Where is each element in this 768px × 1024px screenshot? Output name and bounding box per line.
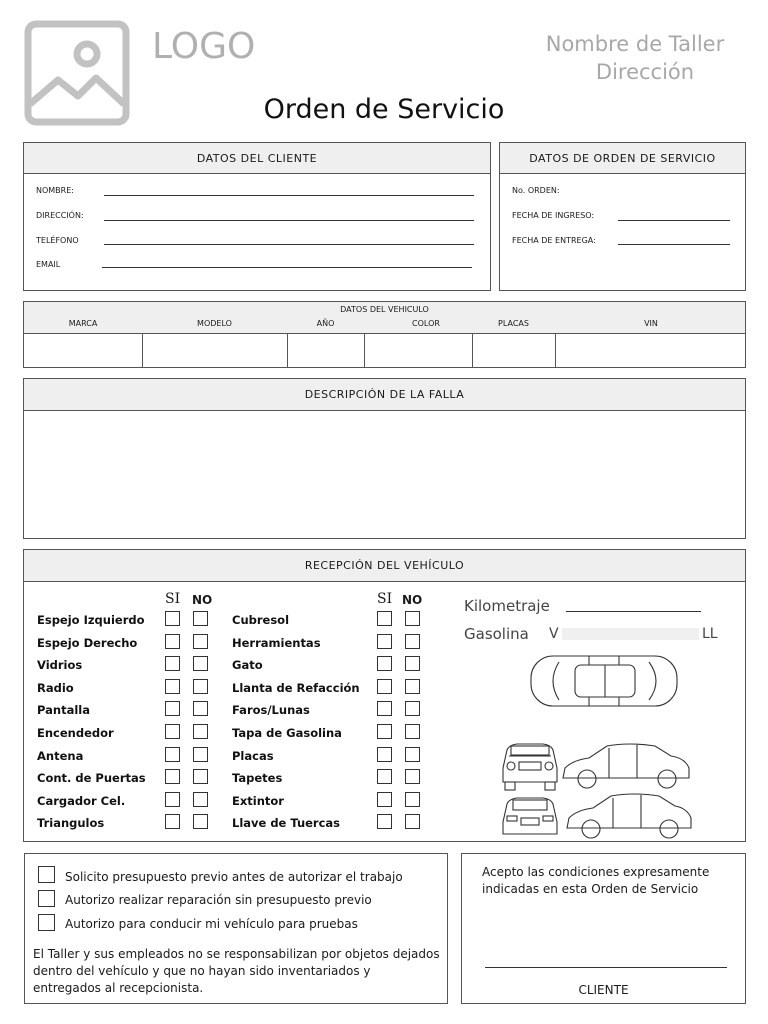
fault-description-header: DESCRIPCIÓN DE LA FALLA [24,379,745,411]
signature-label: CLIENTE [578,983,629,997]
checklist-si-checkbox-left-9[interactable] [165,792,180,807]
checklist-si-checkbox-right-10[interactable] [377,814,392,829]
car-diagram[interactable] [489,650,709,840]
checklist-label-left-7: Antena [37,748,84,763]
name-field[interactable] [104,195,474,196]
email-label: EMAIL [36,260,61,269]
checklist-no-checkbox-left-10[interactable] [193,814,208,829]
checklist-no-checkbox-right-6[interactable] [405,724,420,739]
checklist-si-checkbox-left-4[interactable] [165,679,180,694]
checklist-no-checkbox-right-1[interactable] [405,611,420,626]
checklist-label-left-1: Espejo Izquierdo [37,613,145,627]
col-marca: MARCA [68,319,98,328]
name-label: NOMBRE: [36,186,74,195]
no-header-right: NO [402,593,423,607]
authorization-text-3: Autorizo para conducir mi vehículo para pruebas [65,917,358,931]
checklist-si-checkbox-left-3[interactable] [165,656,180,671]
checklist-label-right-10: Llave de Tuercas [232,816,341,831]
checklist-no-checkbox-right-9[interactable] [405,792,420,807]
checklist-no-checkbox-right-5[interactable] [405,701,420,716]
checklist-label-right-7: Placas [232,748,274,763]
col-vin: VIN [644,319,658,328]
order-data-section [499,142,746,291]
vehicle-data-row[interactable] [24,333,745,367]
checklist-label-right-4: Llanta de Refacción [232,680,360,695]
checklist-no-checkbox-left-8[interactable] [193,769,208,784]
shop-name: Nombre de Taller [545,32,725,56]
checklist-no-checkbox-left-1[interactable] [193,611,208,626]
client-data-header: DATOS DEL CLIENTE [24,143,490,174]
address-label: DIRECCIÓN: [36,211,84,220]
checklist-label-left-2: Espejo Derecho [37,635,138,650]
checklist-label-left-6: Encendedor [37,726,114,740]
checklist-no-checkbox-left-7[interactable] [193,747,208,762]
phone-field[interactable] [104,244,474,245]
checklist-si-checkbox-right-7[interactable] [377,747,392,762]
acceptance-text: Acepto las condiciones expresamente indicadas en esta Orden de Servicio [482,865,710,896]
checklist-si-checkbox-left-1[interactable] [165,611,180,626]
fault-description-area[interactable] [24,411,745,538]
checklist-si-checkbox-right-5[interactable] [377,701,392,716]
vehicle-data-section [23,301,746,368]
checklist-label-right-8: Tapetes [232,771,283,786]
checklist-si-checkbox-right-8[interactable] [377,769,392,784]
checklist-label-left-4: Radio [37,680,74,695]
checklist-no-checkbox-right-3[interactable] [405,656,420,671]
signature-line[interactable] [485,967,727,968]
checklist-si-checkbox-left-7[interactable] [165,747,180,762]
fuel-empty-label: V [549,626,559,642]
checklist-no-checkbox-left-3[interactable] [193,656,208,671]
col-color: COLOR [412,319,440,328]
checklist-label-right-2: Herramientas [232,635,321,650]
checklist-si-checkbox-left-5[interactable] [165,701,180,716]
checklist-label-left-3: Vidrios [37,658,83,673]
vehicle-reception-section [23,549,746,842]
fuel-full-label: LL [702,626,718,642]
checklist-no-checkbox-right-8[interactable] [405,769,420,784]
checklist-label-right-1: Cubresol [232,613,290,627]
col-placas: PLACAS [498,319,529,328]
phone-label: TELÉFONO [36,236,79,245]
reception-checklist [24,550,444,843]
authorization-text-1: Solicito presupuesto previo antes de autorizar el trabajo [65,870,403,884]
authorization-checkbox-1[interactable] [38,866,55,883]
delivery-date-field[interactable] [618,244,730,245]
vehicle-data-title: DATOS DEL VEHICULO [340,305,429,314]
email-field[interactable] [102,267,472,268]
checklist-si-checkbox-right-1[interactable] [377,611,392,626]
checklist-no-checkbox-right-7[interactable] [405,747,420,762]
authorizations-section [24,853,448,1004]
vehicle-reception-header: RECEPCIÓN DEL VEHÍCULO [24,550,745,582]
checklist-si-checkbox-left-8[interactable] [165,769,180,784]
delivery-date-label: FECHA DE ENTREGA: [512,236,596,245]
fuel-gauge-bar[interactable] [562,628,699,640]
checklist-no-checkbox-right-10[interactable] [405,814,420,829]
order-data-header: DATOS DE ORDEN DE SERVICIO [500,143,745,174]
col-anio: AÑO [316,319,335,328]
checklist-no-checkbox-left-9[interactable] [193,792,208,807]
checklist-label-right-5: Faros/Lunas [232,703,310,718]
logo-placeholder-icon [24,20,130,126]
mileage-label: Kilometraje [464,597,550,615]
checklist-label-left-10: Triangulos [37,816,105,831]
checklist-no-checkbox-left-2[interactable] [193,634,208,649]
checklist-si-checkbox-right-3[interactable] [377,656,392,671]
checklist-label-left-5: Pantalla [37,703,90,718]
entry-date-field[interactable] [618,220,730,221]
mileage-field[interactable] [566,611,701,612]
signature-section [461,853,746,1004]
disclaimer-text: El Taller y sus empleados no se responsabilizan por objetos dejados dentro del vehículo y que no hayan sido inventariados y entregados al recepcionista. [33,947,440,995]
checklist-no-checkbox-left-5[interactable] [193,701,208,716]
checklist-label-left-8: Cont. de Puertas [37,771,146,786]
authorization-text-2: Autorizo realizar reparación sin presupuesto previo [65,893,372,907]
checklist-label-left-9: Cargador Cel. [37,793,126,808]
entry-date-label: FECHA DE INGRESO: [512,211,595,220]
page-title: Orden de Servicio [263,94,505,125]
fault-description-section [23,378,746,539]
checklist-label-right-9: Extintor [232,793,284,808]
client-data-section [23,142,491,291]
checklist-si-checkbox-left-2[interactable] [165,634,180,649]
logo-text: LOGO [152,26,256,67]
shop-address: Dirección [595,60,695,84]
checklist-si-checkbox-left-10[interactable] [165,814,180,829]
checklist-no-checkbox-left-6[interactable] [193,724,208,739]
checklist-label-right-6: Tapa de Gasolina [232,726,342,740]
checklist-si-checkbox-right-4[interactable] [377,679,392,694]
fuel-label: Gasolina [464,625,529,643]
authorization-checkbox-3[interactable] [38,914,55,931]
no-header-left: NO [192,593,213,607]
si-header-left: SI [165,591,181,607]
authorization-checkbox-2[interactable] [38,890,55,907]
checklist-si-checkbox-right-2[interactable] [377,634,392,649]
order-number-label: No. ORDEN: [512,186,560,195]
checklist-label-right-3: Gato [232,658,263,673]
checklist-no-checkbox-right-2[interactable] [405,634,420,649]
checklist-si-checkbox-right-6[interactable] [377,724,392,739]
checklist-si-checkbox-left-6[interactable] [165,724,180,739]
checklist-si-checkbox-right-9[interactable] [377,792,392,807]
address-field[interactable] [104,220,474,221]
si-header-right: SI [377,591,393,607]
checklist-no-checkbox-right-4[interactable] [405,679,420,694]
checklist-no-checkbox-left-4[interactable] [193,679,208,694]
col-modelo: MODELO [197,319,232,328]
